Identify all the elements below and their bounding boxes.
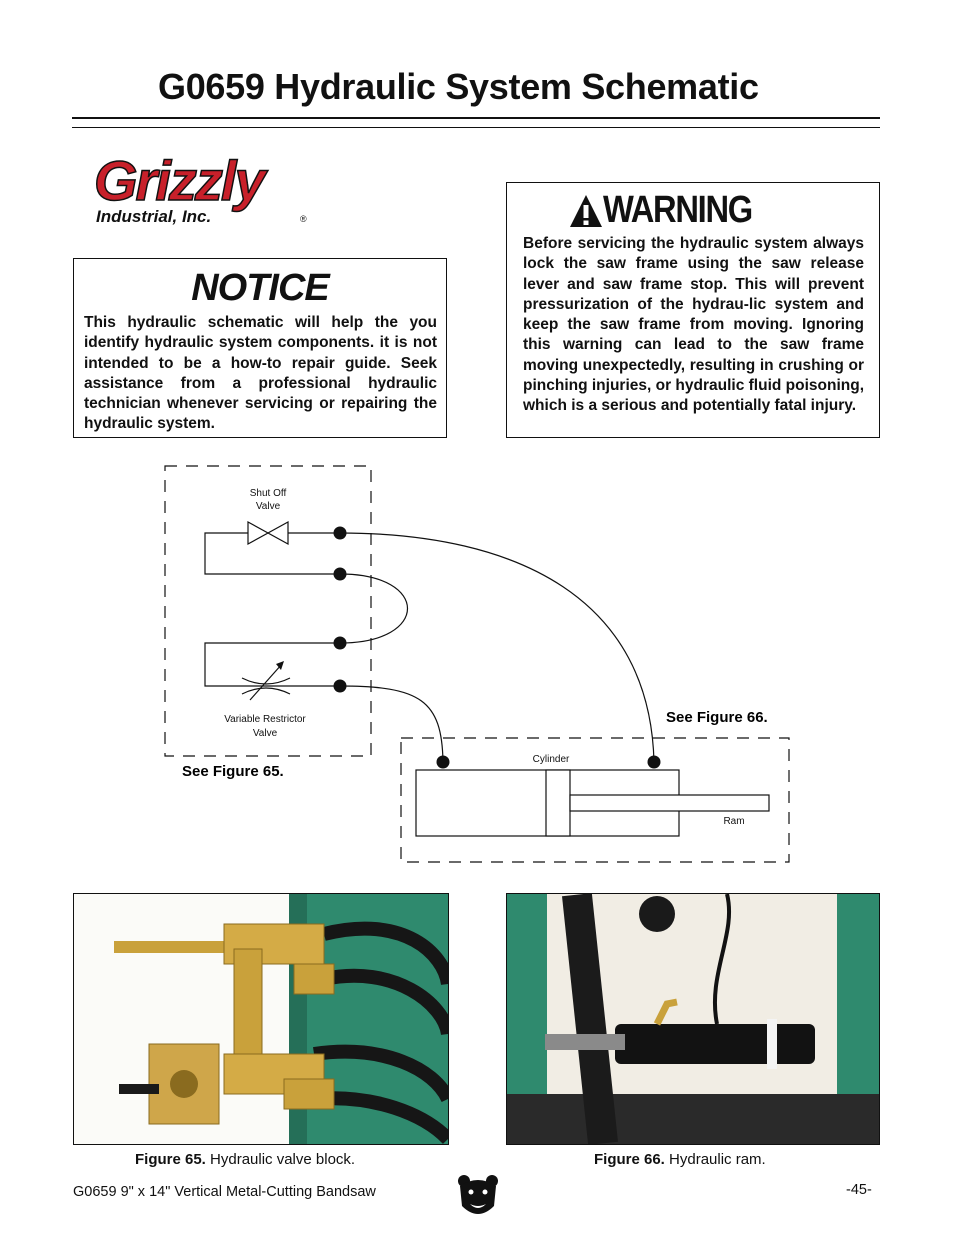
warning-box — [506, 182, 880, 438]
cylinder-port-cap — [437, 756, 450, 769]
bear-logo-icon — [456, 1172, 500, 1222]
page-title: G0659 Hydraulic System Schematic — [158, 66, 759, 107]
figure-65-caption — [135, 1151, 355, 1168]
figure-65-text: Hydraulic valve block. — [210, 1151, 356, 1168]
page-number: -45- — [846, 1182, 872, 1198]
variable-restrictor-symbol — [242, 661, 290, 700]
figure-66-photo — [506, 893, 880, 1145]
title-rule-thin — [72, 127, 880, 128]
logo-registered: ® — [300, 214, 307, 224]
footer-model: G0659 9" x 14" Vertical Metal-Cutting Bandsaw — [73, 1184, 376, 1200]
notice-heading: NOTICE — [191, 267, 329, 309]
restrictor-label-2: Valve — [252, 728, 278, 739]
cylinder-port-rod — [648, 756, 661, 769]
warning-body: Before servicing the hydraulic system always lock the saw frame using the saw release lever and saw frame stop. This will prevent pressurization of the hydrau-lic system and keep the saw frame from moving. Ignoring this warning can lead to the saw frame moving unexpectedly, resulting in crushing or pinching injuries, or hydraulic fluid poisoning, which is a serious and potentially fatal injury. — [523, 235, 865, 415]
cylinder-label: Cylinder — [532, 754, 570, 765]
title-rule-thick — [72, 117, 880, 119]
warning-heading: WARNING — [603, 189, 753, 231]
warning-triangle-icon — [569, 193, 603, 229]
ram-label: Ram — [723, 816, 745, 827]
grizzly-logo — [90, 150, 320, 230]
notice-body: This hydraulic schematic will help the you identify hydraulic system components. it is not intended to be a how-to repair guide. Seek assistance from a professional hydraulic technician whenever servicing or repairing the hydraulic system. — [84, 314, 437, 433]
figure-65-label: Figure 65. — [135, 1151, 206, 1168]
hose-jumper — [340, 574, 408, 643]
shutoff-valve-symbol — [248, 522, 288, 544]
figure-65-photo — [73, 893, 449, 1145]
shutoff-label-1: Shut Off — [249, 488, 287, 499]
see-figure-66: See Figure 66. — [666, 709, 768, 726]
notice-box — [73, 258, 447, 438]
figure-66-caption — [594, 1151, 766, 1168]
hydraulic-schematic — [0, 440, 954, 880]
figure-66-text: Hydraulic ram. — [669, 1151, 766, 1168]
warning-header — [507, 189, 879, 233]
logo-brand: Grizzly — [94, 150, 264, 212]
figure-66-label: Figure 66. — [594, 1151, 665, 1168]
hose-to-ram-end — [340, 533, 654, 762]
logo-sub: Industrial, Inc. — [96, 207, 212, 226]
shutoff-label-2: Valve — [255, 501, 281, 512]
hose-to-cap-end — [340, 686, 443, 762]
piston — [546, 770, 570, 836]
restrictor-label-1: Variable Restrictor — [224, 714, 306, 725]
ram-rod — [570, 795, 769, 811]
see-figure-65: See Figure 65. — [182, 763, 284, 780]
